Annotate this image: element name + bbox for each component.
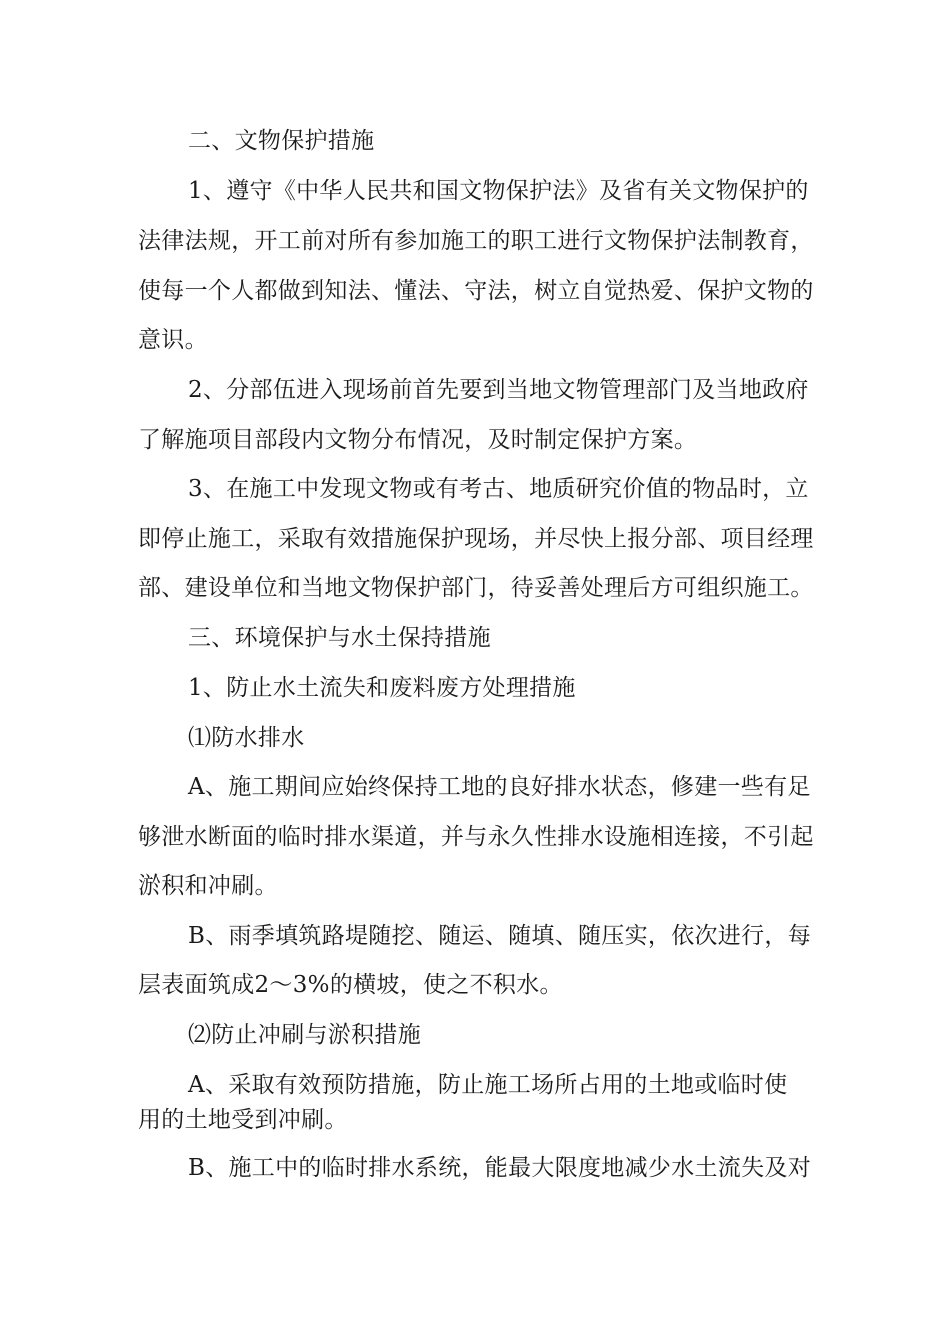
paragraph-line: 2、分部伍进入现场前首先要到当地文物管理部门及当地政府 bbox=[188, 377, 809, 403]
paragraph-line: B、施工中的临时排水系统，能最大限度地减少水土流失及对 bbox=[188, 1155, 812, 1181]
paragraph-line: 即停止施工，采取有效措施保护现场，并尽快上报分部、项目经理 bbox=[138, 526, 814, 552]
subsection-heading: ⑴防水排水 bbox=[188, 725, 305, 751]
subsection-heading: 1、防止水土流失和废料废方处理措施 bbox=[188, 675, 576, 701]
paragraph-line: 够泄水断面的临时排水渠道，并与永久性排水设施相连接，不引起 bbox=[138, 824, 814, 850]
paragraph-line: 淤积和冲刷。 bbox=[138, 873, 278, 899]
subsection-heading: ⑵防止冲刷与淤积措施 bbox=[188, 1022, 421, 1048]
paragraph-line: B、雨季填筑路堤随挖、随运、随填、随压实，依次进行，每 bbox=[188, 923, 812, 949]
paragraph-line: 部、建设单位和当地文物保护部门，待妥善处理后方可组织施工。 bbox=[138, 575, 814, 601]
paragraph-line: 了解施项目部段内文物分布情况，及时制定保护方案。 bbox=[138, 427, 698, 453]
paragraph-line: 法律法规，开工前对所有参加施工的职工进行文物保护法制教育， bbox=[138, 228, 814, 254]
paragraph-line: 用的土地受到冲刷。 bbox=[138, 1107, 348, 1133]
section-heading: 二、文物保护措施 bbox=[188, 128, 375, 154]
paragraph-line: A、采取有效预防措施，防止施工场所占用的土地或临时使 bbox=[188, 1072, 788, 1098]
paragraph-line: 使每一个人都做到知法、懂法、守法，树立自觉热爱、保护文物的 bbox=[138, 278, 814, 304]
section-heading: 三、环境保护与水土保持措施 bbox=[188, 625, 491, 651]
paragraph-line: 层表面筑成2〜3%的横坡，使之不积水。 bbox=[138, 972, 563, 998]
paragraph-line: 1、遵守《中华人民共和国文物保护法》及省有关文物保护的 bbox=[188, 178, 809, 204]
paragraph-line: 3、在施工中发现文物或有考古、地质研究价值的物品时，立 bbox=[188, 476, 809, 502]
paragraph-line: 意识。 bbox=[138, 327, 208, 353]
paragraph-line: A、施工期间应始终保持工地的良好排水状态，修建一些有足 bbox=[188, 774, 811, 800]
